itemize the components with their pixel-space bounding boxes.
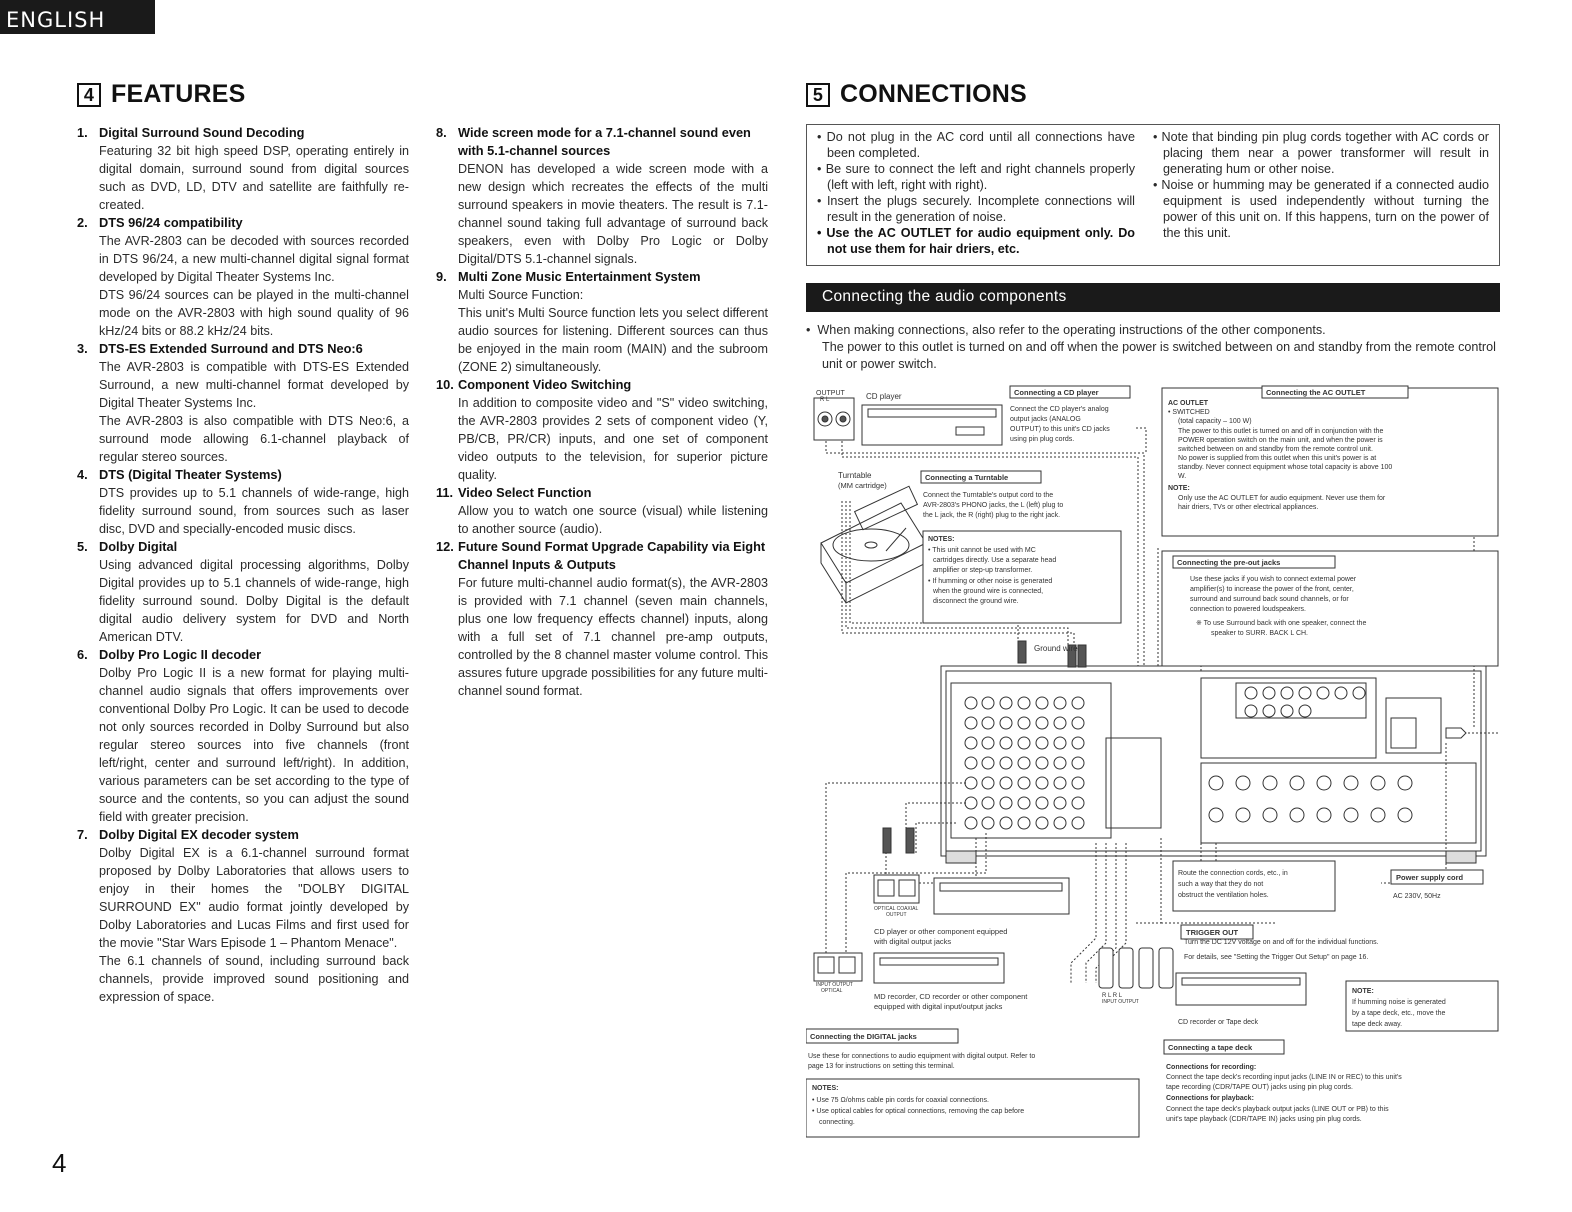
label: Connect the Turntable's output cord to the	[923, 492, 1054, 499]
label: Connect the tape deck's playback output jacks (LINE OUT or PB) to this	[1166, 1106, 1389, 1113]
feature-title: Video Select Function	[458, 485, 592, 500]
tape-deck-plugs	[1099, 948, 1173, 988]
section-number-box: 5	[806, 83, 830, 107]
label: amplifier(s) to increase the power of the front, center,	[1190, 586, 1354, 593]
label: AC OUTLET	[1168, 400, 1209, 407]
connection-warnings	[806, 124, 1500, 266]
label: by a tape deck, etc., move the	[1352, 1010, 1446, 1017]
feature-title: Wide screen mode for a 7.1-channel sound even with 5.1-channel sources	[458, 125, 751, 158]
label: connection to powered loudspeakers.	[1190, 606, 1306, 613]
label: Route the connection cords, etc., in	[1178, 870, 1288, 877]
feature-text: The 6.1 channels of sound, including surround back channels, provide improved sound positioning and expression of space.	[99, 954, 409, 1004]
feature-item: 7. Dolby Digital EX decoder system Dolby Digital EX is a 6.1-channel surround format proposed by Dolby Laboratories that allows users to enjoy in their homes the "DOLBY DIGITAL SURROUND EX" audio format jointly developed by Dolby Laboratories and Lucas Films and first used for the movie "Star Wars Episode 1 – Phantom Menace". The 6.1 channels of sound, including surround back channels, provide improved sound positioning and expression of space.	[77, 827, 409, 1004]
label: MD recorder, CD recorder or other component	[874, 992, 1028, 1001]
label: using pin plug cords.	[1010, 436, 1075, 443]
label: with digital output jacks	[874, 937, 952, 946]
feature-title: Digital Surround Sound Decoding	[99, 125, 305, 140]
label: NOTES:	[812, 1085, 839, 1092]
label: • Use optical cables for optical connections, removing the cap before	[812, 1108, 1025, 1115]
label: (total capacity – 100 W)	[1178, 418, 1252, 425]
label: AC 230V, 50Hz	[1393, 893, 1441, 900]
label: (MM cartridge)	[838, 481, 887, 490]
label: OPTICAL COAXIAL	[874, 906, 919, 912]
connections-heading	[806, 80, 1027, 109]
feature-title: Dolby Digital	[99, 539, 178, 554]
label: CD recorder or Tape deck	[1178, 1019, 1259, 1026]
label: OUTPUT) to this unit's CD jacks	[1010, 426, 1110, 433]
label: Connecting the AC OUTLET	[1266, 388, 1366, 397]
feature-title: Dolby Digital EX decoder system	[99, 827, 299, 842]
feature-text: Allow you to watch one source (visual) while listening to another source (audio).	[458, 504, 768, 536]
feature-text: Featuring 32 bit high speed DSP, operating entirely in digital domain, surround sound from digital sources such as DVD, LD, DTV and satellite are faithfully re-created.	[99, 144, 409, 212]
label: If humming noise is generated	[1352, 999, 1446, 1006]
label: POWER operation switch on the main unit, and when the power is	[1178, 437, 1383, 444]
features-heading	[77, 80, 245, 109]
warning-item: • Do not plug in the AC cord until all connections have been completed.	[817, 130, 1135, 160]
label: obstruct the ventilation holes.	[1178, 892, 1269, 899]
feature-item: 9. Multi Zone Music Entertainment System Multi Source Function: This unit's Multi Source function lets you select different audio sources for listening. Different sources can thus be enjoyed in the main room (MAIN) and the subroom (ZONE 2) simultaneously.	[436, 269, 768, 374]
language-tab: ENGLISH	[0, 0, 155, 34]
receiver-rear-panel	[941, 666, 1486, 863]
label: switched between on and standby from the remote control unit.	[1178, 446, 1373, 453]
label: R L R L	[1102, 993, 1123, 999]
section-number-box: 4	[77, 83, 101, 107]
label: standby. Never connect equipment whose total capacity is above 100	[1178, 464, 1393, 471]
label: Use these for connections to audio equipment with digital output. Refer to	[808, 1053, 1036, 1060]
label: • This unit cannot be used with MC	[928, 547, 1036, 554]
feature-title: DTS 96/24 compatibility	[99, 215, 243, 230]
label: Connecting the DIGITAL jacks	[810, 1032, 917, 1041]
label: For details, see "Setting the Trigger Out Setup" on page 16.	[1184, 954, 1369, 961]
features-column-left	[77, 124, 409, 1006]
feature-item: 11. Video Select Function Allow you to watch one source (visual) while listening to another source (audio).	[436, 485, 768, 536]
page-number: 4	[52, 1148, 67, 1178]
label: page 13 for instructions on setting this terminal.	[808, 1063, 955, 1070]
ac-outlet-box	[1162, 388, 1498, 536]
digital-output-jacks	[874, 875, 919, 903]
feature-title: DTS (Digital Theater Systems)	[99, 467, 282, 482]
label: ※ To use Surround back with one speaker, connect the	[1196, 620, 1367, 627]
label: unit's tape playback (CDR/TAPE IN) jacks using pin plug cords.	[1166, 1116, 1362, 1123]
label: NOTES:	[928, 536, 955, 543]
label: amplifier or step-up transformer.	[933, 567, 1033, 574]
label: The power to this outlet is turned on and off in conjunction with the	[1178, 428, 1384, 435]
feature-title: Dolby Pro Logic II decoder	[99, 647, 262, 662]
label: OUTPUT	[886, 912, 907, 918]
feature-item: 6. Dolby Pro Logic II decoder Dolby Pro Logic II is a new format for playing multi-channel audio signals that offers improvements over conventional Dolby Pro Logic. It can be used to decode not only sources recorded in Dolby Surround but also regular stereo sources into five channels (front left/right, center and surround left/right). In addition, various parameters can be set according to the type of source and the contents, so you can adjust the sound field with greater precision.	[77, 647, 409, 824]
feature-item: 10. Component Video Switching In addition to composite video and "S" video switching, the AVR-2803 provides 2 sets of component video (Y, PB/CB, PR/CR) inputs, and one set of component video outputs to the television, for superior picture quality.	[436, 377, 768, 482]
label: the L jack, the R (right) plug to the right jack.	[923, 512, 1061, 519]
label: output jacks (ANALOG	[1010, 416, 1081, 423]
label: W.	[1178, 473, 1187, 480]
label: • Use 75 Ω/ohms cable pin cords for coaxial connections.	[812, 1097, 989, 1104]
connections-title: CONNECTIONS	[840, 80, 1027, 108]
label: NOTE:	[1168, 485, 1190, 492]
label: R L	[820, 397, 830, 403]
feature-text: Using advanced digital processing algorithms, Dolby Digital provides up to 5.1 channels of wide-range, high fidelity surround sound. Dolby Digital is the default digital audio delivery system for DVD and North American DTV.	[99, 558, 409, 644]
connection-diagram	[806, 383, 1500, 1143]
label: No power is supplied from this outlet when this unit's power is at	[1178, 455, 1377, 462]
label: Connections for recording:	[1166, 1064, 1257, 1071]
audio-components-banner: Connecting the audio components	[806, 283, 1500, 312]
label: speaker to SURR. BACK L CH.	[1211, 630, 1308, 637]
label: Connect the CD player's analog	[1010, 406, 1109, 413]
turntable-icon	[821, 486, 926, 603]
feature-text: The AVR-2803 can be decoded with sources recorded in DTS 96/24, a new multi-channel digital signal format developed by Digital Theater Systems Inc.	[99, 234, 409, 284]
feature-text: Dolby Pro Logic II is a new format for playing multi-channel audio signals that offers improvements over conventional Dolby Pro Logic. It can be used to decode not only sources recorded in Dolby Surround but also regular stereo sources into five channels (front left/right, center and surround left/right). In addition, various parameters can be set according to the type of source and the contents, so you can adjust the sound field with greater precision.	[99, 666, 409, 824]
feature-title: Multi Zone Music Entertainment System	[458, 269, 701, 284]
label: Connecting a tape deck	[1168, 1043, 1253, 1052]
features-column-right	[436, 124, 768, 700]
feature-text: For future multi-channel audio format(s), the AVR-2803 is provided with 7.1 channel (seven main channels, plus one low frequency effects channel) inputs, along with a full set of 7.1 channel pre-amp outputs, controlled by the 8 channel master volume control. This assures future upgrade possibilities for any future multi-channel sound format.	[458, 576, 768, 698]
feature-text: This unit's Multi Source function lets you select different audio sources for listening. Different sources can thus be enjoyed in the main room (MAIN) and the subroom (ZONE 2) simultaneously.	[458, 306, 768, 374]
label: tape recording (CDR/TAPE OUT) jacks using pin plug cords.	[1166, 1084, 1353, 1091]
label: AVR-2803's PHONO jacks, the L (left) plug to	[923, 502, 1064, 509]
label: Ground wire	[1034, 644, 1078, 653]
label: • SWITCHED	[1168, 409, 1210, 416]
label: Connections for playback:	[1166, 1095, 1254, 1102]
label: surround and surround back sound channels, or for	[1190, 596, 1349, 603]
label: CD player	[866, 392, 902, 401]
features-title: FEATURES	[111, 80, 246, 108]
label: INPUT OUTPUT	[1102, 999, 1139, 1005]
feature-item: 8. Wide screen mode for a 7.1-channel sound even with 5.1-channel sources DENON has developed a wide screen mode with a new design which recreates the effects of the multi surround speakers in movie theaters. The result is 7.1-channel sound taking full advantage of surround back speakers, even with Dolby Pro Logic or Dolby Digital/DTS 5.1-channel signals.	[436, 125, 768, 266]
feature-text: The AVR-2803 is compatible with DTS-ES Extended Surround, a new multi-channel format developed by Digital Theater Systems Inc.	[99, 360, 409, 410]
warning-item-bold: • Use the AC OUTLET for audio equipment only. Do not use them for hair driers, etc.	[817, 226, 1135, 256]
label: Connecting a Turntable	[925, 473, 1009, 482]
label: OUTPUT	[816, 390, 845, 397]
feature-title: Future Sound Format Upgrade Capability via Eight Channel Inputs & Outputs	[458, 539, 766, 572]
label: disconnect the ground wire.	[933, 598, 1019, 605]
feature-text: DTS 96/24 sources can be played in the multi-channel mode on the AVR-2803 with high sound quality of 96 kHz/24 bits or 88.2 kHz/24 bits.	[99, 288, 409, 338]
feature-text: In addition to composite video and "S" video switching, the AVR-2803 provides 2 sets of component video (Y, PB/CB, PR/CR) inputs, and one set of component video outputs to the television, for superior picture quality.	[458, 396, 768, 482]
label: Power supply cord	[1396, 873, 1464, 882]
label: CD player or other component equipped	[874, 927, 1008, 936]
label: • If humming or other noise is generated	[928, 578, 1053, 585]
label: Turntable	[838, 471, 872, 480]
label: cartridges directly. Use a separate head	[933, 557, 1057, 564]
label: connecting.	[819, 1119, 855, 1126]
feature-title: Component Video Switching	[458, 377, 632, 392]
feature-item: 3. DTS-ES Extended Surround and DTS Neo:6 The AVR-2803 is compatible with DTS-ES Extended Surround, a new multi-channel format developed by Digital Theater Systems Inc. The AVR-2803 is also compatible with DTS Neo:6, a surround mode allowing 6.1-channel playback of regular stereo sources.	[77, 341, 409, 464]
warning-item: • Noise or humming may be generated if a connected audio equipment is used independently without turning the power of this unit on. If this happens, turn on the power of the this unit.	[1153, 178, 1489, 240]
feature-item: 1. Digital Surround Sound Decoding Featuring 32 bit high speed DSP, operating entirely in digital domain, surround sound from digital sources such as DVD, LD, DTV and satellite are faithfully re-created.	[77, 125, 409, 212]
feature-title: DTS-ES Extended Surround and DTS Neo:6	[99, 341, 363, 356]
cd-output-jacks	[814, 398, 854, 440]
warning-item: • Be sure to connect the left and right channels properly (left with left, right with right).	[817, 162, 1135, 192]
label: Connecting the pre-out jacks	[1177, 558, 1281, 567]
label: OPTICAL	[821, 988, 843, 994]
label: when the ground wire is connected,	[933, 588, 1044, 595]
label: such a way that they do not	[1178, 881, 1264, 888]
feature-text: DTS provides up to 5.1 channels of wide-range, high fidelity surround sound, from sources such as laser disc, DVD and specially-encoded music discs.	[99, 486, 409, 536]
label: Use these jacks if you wish to connect external power	[1190, 576, 1357, 583]
label: Connect the tape deck's recording input jacks (LINE IN or REC) to this unit's	[1166, 1074, 1402, 1081]
label: equipped with digital input/output jacks	[874, 1002, 1003, 1011]
label: Only use the AC OUTLET for audio equipment. Never use them for	[1178, 495, 1386, 502]
feature-item: 2. DTS 96/24 compatibility The AVR-2803 can be decoded with sources recorded in DTS 96/24, a new multi-channel digital signal format developed by Digital Theater Systems Inc. DTS 96/24 sources can be played in the multi-channel mode on the AVR-2803 with high sound quality of 96 kHz/24 bits or 88.2 kHz/24 bits.	[77, 215, 409, 338]
feature-item: 12. Future Sound Format Upgrade Capability via Eight Channel Inputs & Outputs For future multi-channel audio format(s), the AVR-2803 is provided with 7.1 channel (seven main channels, plus one low frequency effects channel) inputs, along with a full set of 7.1 channel pre-amp outputs, controlled by the 8 channel master volume control. This assures future upgrade possibilities for any future multi-channel sound format.	[436, 539, 768, 698]
label: Turn the DC 12V voltage on and off for the individual functions.	[1184, 939, 1379, 946]
feature-text: The AVR-2803 is also compatible with DTS Neo:6, a surround mode allowing 6.1-channel playback of regular stereo sources.	[99, 414, 409, 464]
warning-item: • Note that binding pin plug cords together with AC cords or placing them near a power transformer will result in generating hum or other noise.	[1153, 130, 1489, 176]
label: hair driers, TVs or other electrical appliances.	[1178, 504, 1319, 511]
feature-text: Multi Source Function:	[458, 288, 584, 302]
label: TRIGGER OUT	[1186, 928, 1239, 937]
label: NOTE:	[1352, 988, 1374, 995]
feature-text: Dolby Digital EX is a 6.1-channel surround format proposed by Dolby Laboratories that allows users to enjoy in their homes the "DOLBY DIGITAL SURROUND EX" audio format jointly developed by Dolby Laboratories and Lucas Films and first used for the movie "Star Wars Episode 1 – Phantom Menace".	[99, 846, 409, 950]
label: tape deck away.	[1352, 1021, 1403, 1028]
tt-notes-box	[923, 531, 1121, 623]
feature-item: 5. Dolby Digital Using advanced digital processing algorithms, Dolby Digital provides up to 5.1 channels of wide-range, high fidelity surround sound. Dolby Digital is the default digital audio delivery system for DVD and North American DTV.	[77, 539, 409, 644]
ac-plug	[1446, 728, 1466, 738]
warning-item: • Insert the plugs securely. Incomplete connections will result in the generation of noise.	[817, 194, 1135, 224]
label: Connecting a CD player	[1014, 388, 1099, 397]
label: INPUT OUTPUT	[816, 982, 853, 988]
cd-player-icon	[862, 405, 1002, 445]
feature-text: DENON has developed a wide screen mode with a new design which recreates the effects of the multi surround speakers in movie theaters. The result is 7.1-channel sound taking full advantage of surround back speakers, even with Dolby Pro Logic or Dolby Digital/DTS 5.1-channel signals.	[458, 162, 768, 266]
connections-intro: • When making connections, also refer to the operating instructions of the other components. The power to this outlet is turned on and off when the power is switched between on and standby from the remote control unit or power switch.	[806, 323, 1496, 371]
feature-item: 4. DTS (Digital Theater Systems) DTS provides up to 5.1 channels of wide-range, high fidelity surround sound, from sources such as laser disc, DVD and specially-encoded music discs.	[77, 467, 409, 536]
